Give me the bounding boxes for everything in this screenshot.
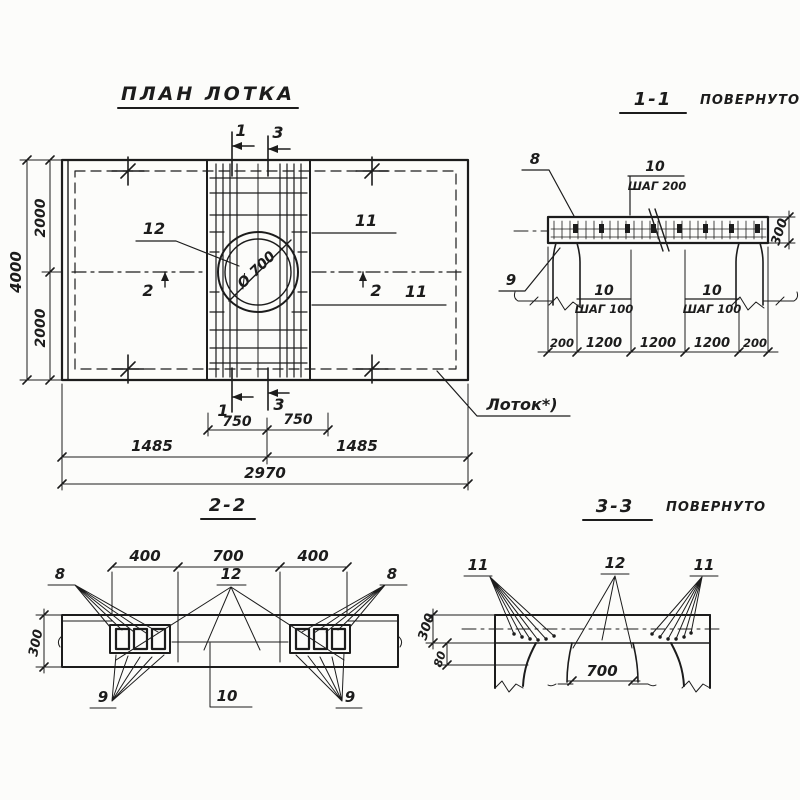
svg-text:12: 12: [142, 219, 166, 238]
svg-text:ШАГ 100: ШАГ 100: [574, 302, 634, 316]
s11-dim-300: [768, 211, 795, 249]
section-1-1: [499, 89, 800, 356]
s11-bar2-callout: [683, 283, 741, 316]
svg-text:2: 2: [370, 281, 382, 300]
s11-bar-top-callout: [628, 159, 686, 215]
svg-text:ШАГ 200: ШАГ 200: [627, 179, 687, 193]
svg-text:700: 700: [586, 662, 618, 680]
s11-rotated: ПОВЕРНУТО: [700, 93, 800, 108]
section-3-3: [416, 496, 767, 692]
s22-leader-8-right: [302, 565, 407, 633]
svg-text:12: 12: [220, 565, 242, 583]
plan-view: [7, 83, 570, 490]
svg-text:ШАГ 100: ШАГ 100: [682, 302, 742, 316]
s22-slab-outline: [62, 615, 398, 667]
svg-text:2970: 2970: [244, 464, 286, 482]
s33-right-block: [671, 615, 710, 688]
s22-leader-10: [210, 643, 252, 707]
hole-label: Ø 700: [234, 248, 279, 292]
section-marker-2-right: [359, 272, 382, 300]
svg-text:11: 11: [404, 282, 428, 301]
svg-text:9: 9: [505, 271, 517, 289]
section-marker-1-top: [232, 121, 254, 176]
svg-text:200: 200: [549, 336, 575, 350]
s22-leader-9-left: [90, 655, 164, 708]
s33-break-zigzags: [495, 681, 710, 692]
s33-dim-700: [567, 662, 640, 685]
svg-text:8: 8: [54, 565, 66, 583]
dim-4000-2000: [7, 156, 62, 384]
svg-text:11: 11: [693, 556, 715, 574]
svg-text:11: 11: [354, 211, 378, 230]
s33-leader-12: [573, 554, 632, 648]
svg-text:1200: 1200: [585, 336, 623, 351]
s33-title: 3-3: [595, 496, 635, 517]
section-marker-3-bottom: [268, 368, 289, 414]
svg-text:10: 10: [216, 687, 238, 705]
s33-left-block: [495, 615, 536, 688]
svg-text:3: 3: [272, 123, 284, 142]
svg-text:12: 12: [604, 554, 626, 572]
s22-leader-9-right: [296, 653, 362, 708]
svg-text:750: 750: [283, 412, 313, 428]
svg-text:8: 8: [386, 565, 398, 583]
leader-11-upper: [312, 211, 396, 233]
svg-text:400: 400: [129, 547, 161, 565]
svg-text:300: 300: [768, 216, 792, 248]
svg-text:3: 3: [273, 395, 285, 414]
svg-text:1485: 1485: [336, 437, 378, 455]
s22-leader-8-left: [48, 565, 158, 633]
svg-text:10: 10: [702, 283, 722, 299]
s22-title: 2-2: [208, 495, 248, 516]
svg-text:1: 1: [217, 401, 229, 420]
svg-text:1: 1: [235, 121, 247, 140]
svg-text:10: 10: [645, 159, 665, 175]
svg-text:9: 9: [344, 688, 356, 706]
note-lotok: [437, 371, 570, 416]
s11-dim-chain: [538, 336, 778, 356]
s11-bar-sections: [573, 224, 760, 233]
svg-text:1200: 1200: [639, 336, 677, 351]
svg-text:2: 2: [142, 281, 154, 300]
svg-text:2000: 2000: [33, 198, 49, 238]
section-2-2: [26, 495, 407, 708]
svg-text:1200: 1200: [693, 336, 731, 351]
svg-text:8: 8: [529, 150, 541, 168]
svg-text:200: 200: [742, 336, 768, 350]
svg-text:750: 750: [222, 414, 252, 430]
svg-text:Лоток*): Лоток*): [486, 395, 558, 414]
plan-title: ПЛАН ЛОТКА: [120, 83, 296, 105]
svg-text:2000: 2000: [33, 308, 49, 348]
svg-text:80: 80: [430, 649, 449, 669]
svg-text:300: 300: [26, 628, 47, 658]
s33-leader-11-right: [652, 556, 718, 639]
s11-bar1-callout: [575, 283, 633, 316]
svg-text:700: 700: [212, 547, 244, 565]
s22-dim-300: [26, 609, 62, 673]
s33-dim-300-80: [416, 609, 528, 669]
s11-leader-9: [499, 248, 560, 291]
s33-leader-11-left: [464, 556, 554, 640]
svg-text:1485: 1485: [131, 437, 173, 455]
s33-rotated: ПОВЕРНУТО: [666, 500, 767, 515]
svg-text:10: 10: [594, 283, 614, 299]
dim-2970: [58, 464, 472, 488]
s11-title: 1-1: [633, 89, 673, 110]
svg-text:11: 11: [467, 556, 489, 574]
svg-text:300: 300: [415, 611, 439, 643]
section-marker-2-left: [142, 272, 169, 300]
svg-text:400: 400: [297, 547, 329, 565]
s11-leader-8: [522, 150, 574, 216]
svg-text:9: 9: [97, 688, 109, 706]
svg-text:4000: 4000: [7, 251, 25, 293]
